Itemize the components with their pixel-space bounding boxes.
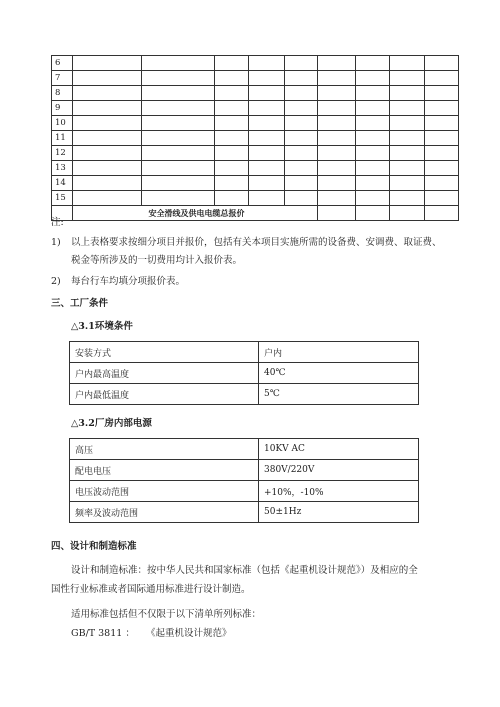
empty-cell xyxy=(249,131,285,146)
empty-cell xyxy=(215,161,249,176)
empty-cell xyxy=(356,191,390,206)
env-conditions-table xyxy=(69,341,419,405)
empty-cell xyxy=(356,146,390,161)
empty-cell xyxy=(249,116,285,131)
empty-cell xyxy=(390,101,425,116)
env-conditions-subheading: △3.1环境条件 xyxy=(71,321,133,332)
empty-cell xyxy=(318,86,356,101)
empty-cell xyxy=(356,86,390,101)
empty-cell xyxy=(425,101,459,116)
total-row xyxy=(52,206,459,221)
table-row xyxy=(52,116,459,131)
empty-cell xyxy=(356,176,390,191)
table-row xyxy=(70,502,419,523)
empty-cell xyxy=(215,56,249,71)
empty-cell xyxy=(142,71,215,86)
empty-cell xyxy=(318,71,356,86)
table-row xyxy=(52,176,459,191)
empty-cell xyxy=(390,146,425,161)
parameter-value: +10%，-10% xyxy=(259,481,419,502)
empty-cell xyxy=(318,131,356,146)
parameter-name: 配电电压 xyxy=(70,460,259,481)
empty-cell xyxy=(285,86,318,101)
empty-cell xyxy=(425,56,459,71)
table-row xyxy=(52,161,459,176)
section-3-heading: 三、工厂条件 xyxy=(51,298,109,309)
empty-cell xyxy=(142,56,215,71)
empty-cell xyxy=(249,146,285,161)
empty-cell xyxy=(356,206,390,221)
empty-cell xyxy=(215,146,249,161)
parameter-value: 10KV AC xyxy=(259,439,419,460)
empty-cell xyxy=(215,101,249,116)
parameter-name: 安装方式 xyxy=(70,342,259,363)
empty-cell xyxy=(285,146,318,161)
empty-cell xyxy=(318,161,356,176)
empty-cell xyxy=(318,206,356,221)
row-number: 9 xyxy=(52,101,73,116)
empty-cell xyxy=(73,101,142,116)
empty-cell xyxy=(425,71,459,86)
empty-cell xyxy=(285,191,318,206)
section-4-heading: 四、设计和制造标准 xyxy=(51,541,137,552)
empty-cell xyxy=(73,71,142,86)
row-number: 15 xyxy=(52,191,73,206)
empty-cell xyxy=(249,71,285,86)
empty-cell xyxy=(390,56,425,71)
empty-cell xyxy=(249,191,285,206)
empty-cell xyxy=(356,116,390,131)
empty-cell xyxy=(142,146,215,161)
row-number: 12 xyxy=(52,146,73,161)
parameter-value: 40℃ xyxy=(259,363,419,384)
empty-cell xyxy=(73,176,142,191)
empty-cell xyxy=(425,191,459,206)
parameter-name: 户内最低温度 xyxy=(70,384,259,405)
table-row xyxy=(70,481,419,502)
row-number: 14 xyxy=(52,176,73,191)
parameter-name: 电压波动范围 xyxy=(70,481,259,502)
empty-cell xyxy=(318,191,356,206)
empty-cell xyxy=(425,206,459,221)
empty-cell xyxy=(425,116,459,131)
empty-cell xyxy=(318,116,356,131)
standard-code: GB/T 3811 ： xyxy=(71,628,135,639)
empty-cell xyxy=(356,71,390,86)
parameter-name: 频率及波动范围 xyxy=(70,502,259,523)
table-row xyxy=(52,146,459,161)
note-1-line-2: 税金等所涉及的一切费用均计入报价表。 xyxy=(71,255,243,266)
notes-label: 注: xyxy=(51,217,64,228)
table-row xyxy=(70,384,419,405)
empty-cell xyxy=(318,101,356,116)
empty-cell xyxy=(215,116,249,131)
row-number: 13 xyxy=(52,161,73,176)
note-2-text: 每台行车均填分项报价表。 xyxy=(71,276,186,287)
empty-cell xyxy=(249,176,285,191)
empty-cell xyxy=(356,56,390,71)
empty-cell xyxy=(142,191,215,206)
empty-cell xyxy=(318,146,356,161)
table-row xyxy=(70,460,419,481)
empty-cell xyxy=(73,116,142,131)
row-number: 8 xyxy=(52,86,73,101)
empty-cell xyxy=(285,116,318,131)
empty-cell xyxy=(285,101,318,116)
note-2-number: 2) xyxy=(51,276,61,287)
empty-cell xyxy=(425,161,459,176)
empty-cell xyxy=(249,56,285,71)
empty-cell xyxy=(249,161,285,176)
empty-cell xyxy=(142,131,215,146)
empty-cell xyxy=(390,191,425,206)
total-label: 安全滑线及供电电缆总报价 xyxy=(73,206,318,221)
empty-cell xyxy=(425,176,459,191)
empty-cell xyxy=(215,191,249,206)
table-row xyxy=(52,131,459,146)
empty-cell xyxy=(215,71,249,86)
table-row xyxy=(52,101,459,116)
empty-cell xyxy=(425,146,459,161)
empty-cell xyxy=(249,86,285,101)
power-supply-subheading: △3.2厂房内部电源 xyxy=(71,418,152,429)
empty-cell xyxy=(73,131,142,146)
empty-cell xyxy=(215,86,249,101)
empty-cell xyxy=(425,86,459,101)
table-row xyxy=(52,71,459,86)
empty-cell xyxy=(73,161,142,176)
empty-cell xyxy=(215,131,249,146)
table-row xyxy=(70,342,419,363)
empty-cell xyxy=(142,86,215,101)
parameter-value: 户内 xyxy=(259,342,419,363)
row-number: 6 xyxy=(52,56,73,71)
empty-cell xyxy=(390,86,425,101)
empty-cell xyxy=(356,101,390,116)
empty-cell xyxy=(285,131,318,146)
empty-cell xyxy=(73,191,142,206)
empty-cell xyxy=(142,176,215,191)
empty-cell xyxy=(73,86,142,101)
empty-cell xyxy=(285,56,318,71)
table-row xyxy=(52,86,459,101)
empty-cell xyxy=(285,161,318,176)
empty-cell xyxy=(249,101,285,116)
table-row xyxy=(70,439,419,460)
row-number: 11 xyxy=(52,131,73,146)
table-row xyxy=(52,56,459,71)
empty-cell xyxy=(142,116,215,131)
empty-cell xyxy=(285,176,318,191)
empty-cell xyxy=(318,56,356,71)
empty-cell xyxy=(356,131,390,146)
row-number: 10 xyxy=(52,116,73,131)
parameter-name: 高压 xyxy=(70,439,259,460)
empty-cell xyxy=(390,71,425,86)
empty-cell xyxy=(142,161,215,176)
standards-paragraph-line-2: 国性行业标准或者国际通用标准进行设计制造。 xyxy=(51,584,251,595)
note-1-number: 1) xyxy=(51,237,61,248)
empty-cell xyxy=(425,131,459,146)
parameter-value: 50±1Hz xyxy=(259,502,419,523)
quote-table xyxy=(51,55,459,221)
parameter-value: 380V/220V xyxy=(259,460,419,481)
table-row xyxy=(52,191,459,206)
empty-cell xyxy=(390,116,425,131)
parameter-value: 5℃ xyxy=(259,384,419,405)
empty-cell xyxy=(390,206,425,221)
empty-cell xyxy=(390,131,425,146)
empty-cell xyxy=(390,176,425,191)
empty-cell xyxy=(285,71,318,86)
empty-cell xyxy=(73,56,142,71)
empty-cell xyxy=(356,161,390,176)
power-supply-table xyxy=(69,438,419,523)
parameter-name: 户内最高温度 xyxy=(70,363,259,384)
standard-name: 《起重机设计规范》 xyxy=(146,628,232,639)
applicable-standards-intro: 适用标准包括但不仅限于以下清单所列标准： xyxy=(71,609,262,620)
empty-cell xyxy=(215,176,249,191)
empty-cell xyxy=(390,161,425,176)
table-row xyxy=(70,363,419,384)
row-number: 7 xyxy=(52,71,73,86)
empty-cell xyxy=(73,146,142,161)
empty-cell xyxy=(318,176,356,191)
empty-cell xyxy=(142,101,215,116)
standards-paragraph-line-1: 设计和制造标准：按中华人民共和国家标准（包括《起重机设计规范》）及相应的全 xyxy=(71,565,418,576)
note-1-line-1: 以上表格要求按细分项目并报价，包括有关本项目实施所需的设备费、安调费、取证费、 xyxy=(71,237,442,248)
